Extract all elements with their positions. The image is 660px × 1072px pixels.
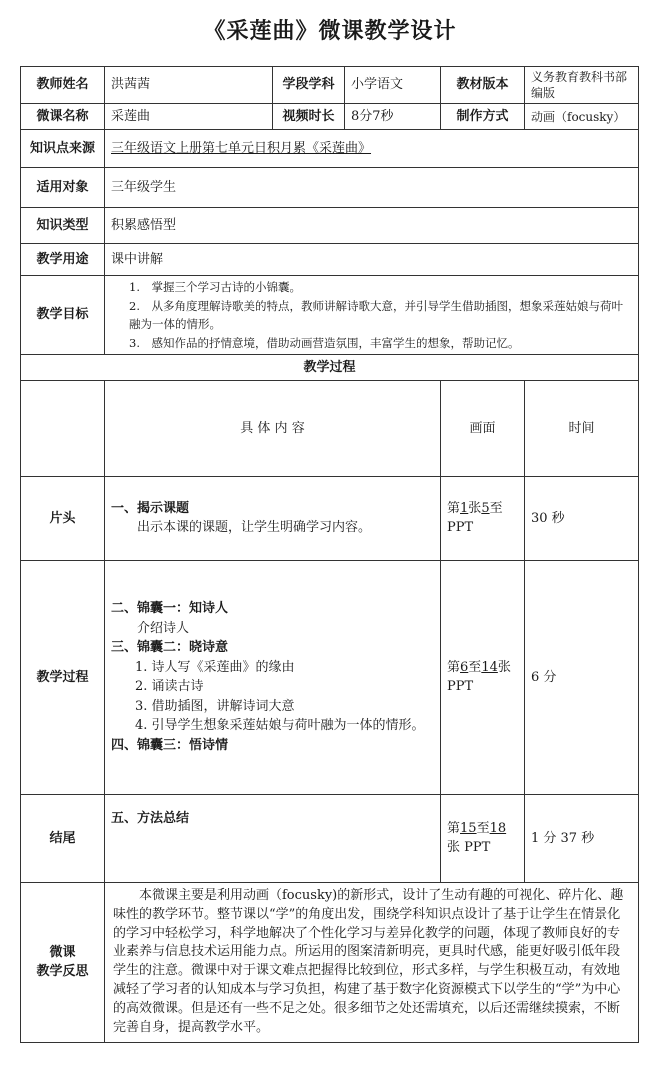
list-item: 1. 诗人写《采莲曲》的缘由 [135,659,295,675]
row-label-ending: 结尾 [21,794,105,882]
intro-time: 30 秒 [525,476,639,560]
type-label: 知识类型 [21,208,105,244]
col-time-header: 时间 [525,380,639,476]
reflection-label: 微课 教学反思 [21,882,105,1042]
row-label-main: 教学过程 [21,560,105,794]
audience-value: 三年级学生 [105,168,639,208]
teacher-value: 洪茜茜 [105,67,273,104]
ending-time: 1 分 37 秒 [525,794,639,882]
teacher-label: 教师姓名 [21,67,105,104]
col-content-header: 具 体 内 容 [105,380,441,476]
ending-content [105,794,441,882]
goal-item: 1. 掌握三个学习古诗的小锦囊。 [129,280,301,295]
edition-value: 义务教育教科书部编版 [525,67,639,104]
section-heading: 二、锦囊一：知诗人 [111,601,229,617]
source-label: 知识点来源 [21,130,105,168]
goals-list [105,276,639,355]
list-item: 4. 引导学生想象采莲姑娘与荷叶融为一体的情形。 [135,718,425,734]
list-item: 2. 诵读古诗 [135,679,204,695]
course-label: 微课名称 [21,104,105,130]
lesson-design-table [20,66,639,1043]
row-label-intro: 片头 [21,476,105,560]
ending-screen: 第15至18张 PPT [441,794,525,882]
intro-screen: 第1张5至 PPT [441,476,525,560]
list-item: 3. 借助插图，讲解诗词大意 [135,698,295,714]
stage-value: 小学语文 [345,67,441,104]
page-title: 《采莲曲》微课教学设计 [203,18,457,44]
stage-label: 学段学科 [273,67,345,104]
section-heading: 一、揭示课题 [111,500,190,516]
col-screen-header: 画面 [441,380,525,476]
section-text: 介绍诗人 [137,620,190,636]
main-time: 6 分 [525,560,639,794]
usage-value: 课中讲解 [105,244,639,276]
method-label: 制作方式 [441,104,525,130]
goal-item: 2. 从多角度理解诗歌美的特点，教师讲解诗歌大意，并引导学生借助插图，想象采莲姑娘与荷叶融为一体的情形。 [129,298,623,332]
reflection-text: 本微课主要是利用动画（focusky)的新形式，设计了生动有趣的可视化、碎片化、趣味性的教学环节。整节课以“学”的角度出发，围绕学科知识点设计了基于让学生在情景化的学习中轻松学习，科学地解决了个性化学习与差异化教学的问题，体现了教师良好的专业素养与信息技术运用能力点。所运用的图案清新明亮，更具时代感，能更好吸引低年段学生的注意。微课中对于课文难点把握得比较到位，形式多样，与学生积极互动，有效地减轻了学习者的认知成本与学习负担，构建了基于数字化资源模式下以学生的“学”为中心的高效微课。但是还有一些不足之处。很多细节之处还需填充，以后还需继续摸索，不断完善自身，提高教学水平。 [105,882,639,1042]
intro-content [105,476,441,560]
main-content [105,560,441,794]
section-heading: 五、方法总结 [111,810,190,826]
duration-label: 视频时长 [273,104,345,130]
method-value: 动画（focusky） [525,104,639,130]
section-heading: 三、锦囊二：晓诗意 [111,640,229,656]
goal-item: 3. 感知作品的抒情意境，借助动画营造氛围，丰富学生的想象，帮助记忆。 [129,335,520,350]
usage-label: 教学用途 [21,244,105,276]
source-value: 三年级语文上册第七单元日积月累《采莲曲》 [111,141,372,157]
section-text: 出示本课的课题，让学生明确学习内容。 [137,520,372,536]
goals-label: 教学目标 [21,276,105,355]
course-value: 采莲曲 [105,104,273,130]
main-screen: 第6至14张 PPT [441,560,525,794]
type-value: 积累感悟型 [105,208,639,244]
process-heading: 教学过程 [21,354,639,380]
process-corner [21,380,105,476]
duration-value: 8分7秒 [345,104,441,130]
edition-label: 教材版本 [441,67,525,104]
section-heading: 四、锦囊三：悟诗情 [111,737,229,753]
audience-label: 适用对象 [21,168,105,208]
